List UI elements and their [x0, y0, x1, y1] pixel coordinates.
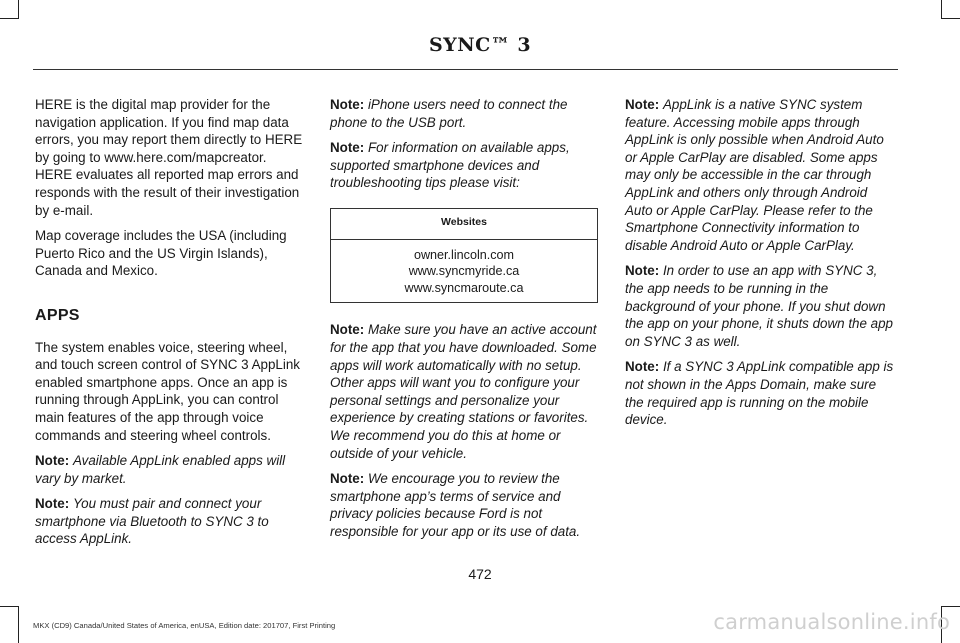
website-link[interactable]: www.syncmyride.ca [408, 264, 520, 279]
note-label: Note: [35, 496, 70, 512]
note-label: Note: [330, 471, 365, 487]
note-paragraph [330, 470, 600, 540]
note-text: Make sure you have an active account for the app that you have downloaded. Some apps will work automatically with no setup. Other apps will want you to configure your personal settings and personalize your experience by creating stations or favorites. We recommend you do this at home or outside of your vehicle. [330, 322, 597, 461]
apps-heading: APPS [35, 306, 80, 324]
edition-footer: MKX (CD9) Canada/United States of America, enUSA, Edition date: 201707, First Printing [33, 621, 336, 630]
note-paragraph [625, 96, 895, 254]
note-text: If a SYNC 3 AppLink compatible app is not shown in the Apps Domain, make sure the required app is running on the mobile device. [625, 359, 894, 428]
note-paragraph [330, 139, 600, 192]
note-text: Available AppLink enabled apps will vary by market. [35, 453, 286, 486]
note-paragraph [330, 321, 600, 462]
watermark: carmanualsonline.info [713, 610, 950, 634]
note-label: Note: [625, 359, 660, 375]
website-link[interactable]: www.syncmaroute.ca [404, 280, 524, 295]
map-coverage-paragraph: Map coverage includes the USA (including Puerto Rico and the US Virgin Islands), Canada and Mexico. [35, 228, 287, 279]
note-text: iPhone users need to connect the phone to the USB port. [330, 97, 568, 130]
crop-mark-bottom-left [0, 606, 19, 643]
note-text: In order to use an app with SYNC 3, the app needs to be running in the background of your phone. If you shut down the app on your phone, it shuts down the app on SYNC 3 as well. [625, 263, 894, 349]
note-paragraph [35, 452, 305, 487]
column-1 [35, 96, 305, 556]
note-label: Note: [330, 322, 365, 338]
column-3 [625, 96, 895, 437]
websites-table-header: Websites [331, 208, 598, 239]
note-text: AppLink is a native SYNC system feature. Accessing mobile apps through AppLink is only possible when Android Auto or Apple CarPlay are disabled. Some apps may only be accessible in the car through AppLink and others only through Android Auto or Apple CarPlay. Please refer to the Smartphone Connectivity information to disable Android Auto or Apple CarPlay. [625, 97, 884, 253]
note-paragraph [625, 262, 895, 350]
map-provider-paragraph: HERE is the digital map provider for the navigation application. If you find map data errors, you may report them directly to HERE by going to www.here.com/mapcreator. HERE evaluates all reported map errors and responds with the result of their investigation by e-mail. [35, 97, 303, 218]
note-label: Note: [330, 97, 365, 112]
note-paragraph [625, 358, 895, 428]
websites-table-cell [331, 239, 598, 303]
note-paragraph [330, 96, 600, 131]
column-2 [330, 96, 600, 548]
websites-table [330, 208, 598, 303]
note-label: Note: [625, 97, 660, 112]
crop-mark-top-left [0, 0, 19, 19]
website-link[interactable]: owner.lincoln.com [413, 247, 515, 262]
apps-intro-paragraph: The system enables voice, steering wheel, and touch screen control of SYNC 3 AppLink enabled smartphone apps. Once an app is running through AppLink, you can control main features of the app through voice commands and steering wheel controls. [35, 339, 300, 443]
note-paragraph [35, 495, 305, 548]
crop-mark-top-right [941, 0, 960, 19]
note-text: We encourage you to review the smartphone app’s terms of service and privacy policies because Ford is not responsible for your app or its use of data. [330, 471, 581, 539]
note-label: Note: [35, 453, 70, 469]
page-number: 472 [468, 566, 492, 582]
header-divider [33, 69, 898, 70]
note-label: Note: [625, 263, 660, 279]
note-text: You must pair and connect your smartphone via Bluetooth to SYNC 3 to access AppLink. [35, 496, 269, 547]
note-text: For information on available apps, supported smartphone devices and troubleshooting tips please visit: [330, 140, 570, 191]
page-header-title: SYNC™ 3 [428, 34, 532, 56]
note-label: Note: [330, 140, 365, 156]
